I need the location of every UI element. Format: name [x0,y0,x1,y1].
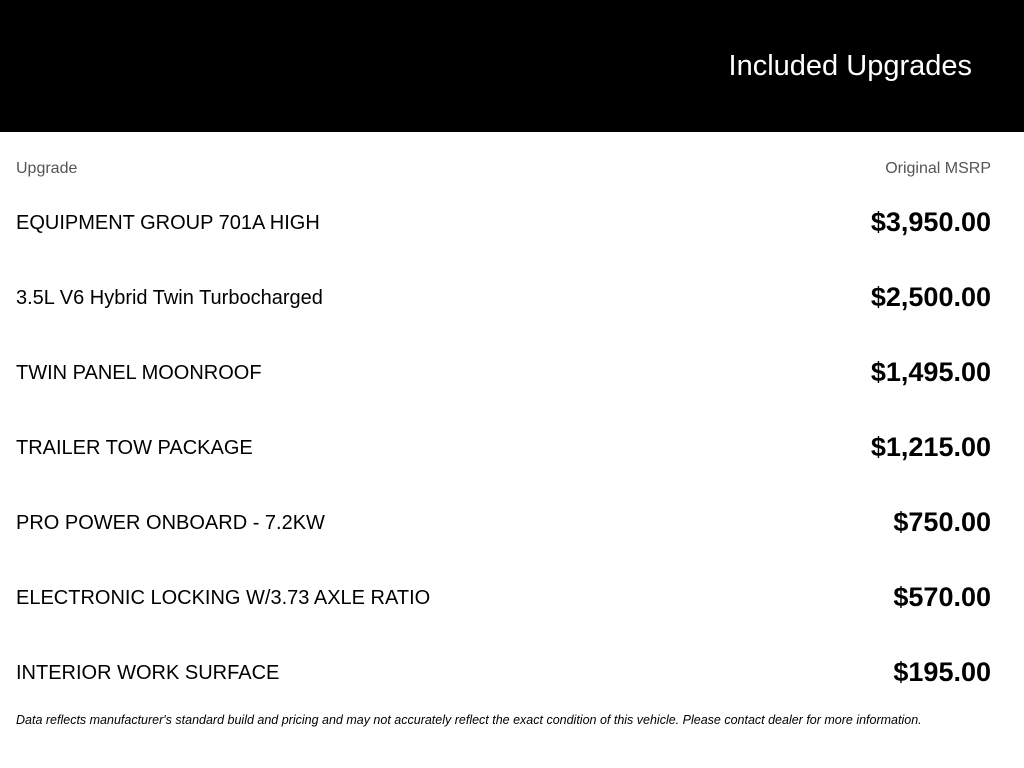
upgrade-name: PRO POWER ONBOARD - 7.2KW [16,512,325,534]
upgrade-name: ELECTRONIC LOCKING W/3.73 AXLE RATIO [16,587,431,609]
column-header-msrp: Original MSRP [885,160,991,177]
upgrade-name: 3.5L V6 Hybrid Twin Turbocharged [16,287,323,309]
upgrade-name: EQUIPMENT GROUP 701A HIGH [16,212,320,234]
upgrade-name: TWIN PANEL MOONROOF [16,362,262,384]
upgrade-row [16,635,991,710]
upgrade-name: INTERIOR WORK SURFACE [16,662,280,684]
column-header-upgrade: Upgrade [16,160,78,177]
page-title: Included Upgrades [728,50,972,82]
upgrade-price: $570.00 [893,582,991,612]
column-headers [16,160,991,180]
upgrade-row [16,410,991,485]
upgrade-row [16,560,991,635]
upgrade-row [16,335,991,410]
upgrade-list [16,185,991,710]
header-banner [0,0,1024,132]
upgrade-price: $2,500.00 [870,282,991,312]
upgrade-row [16,485,991,560]
upgrade-price: $3,950.00 [870,207,991,237]
upgrade-row [16,260,991,335]
upgrade-row [16,185,991,260]
upgrade-price: $750.00 [893,507,991,537]
upgrade-name: TRAILER TOW PACKAGE [16,437,253,459]
upgrade-price: $1,215.00 [870,432,991,462]
disclaimer-text: Data reflects manufacturer's standard build and pricing and may not accurately reflect the exact condition of this vehicle. Please contact dealer for more information. [16,713,922,727]
upgrade-price: $1,495.00 [870,357,991,387]
upgrade-price: $195.00 [893,657,991,687]
